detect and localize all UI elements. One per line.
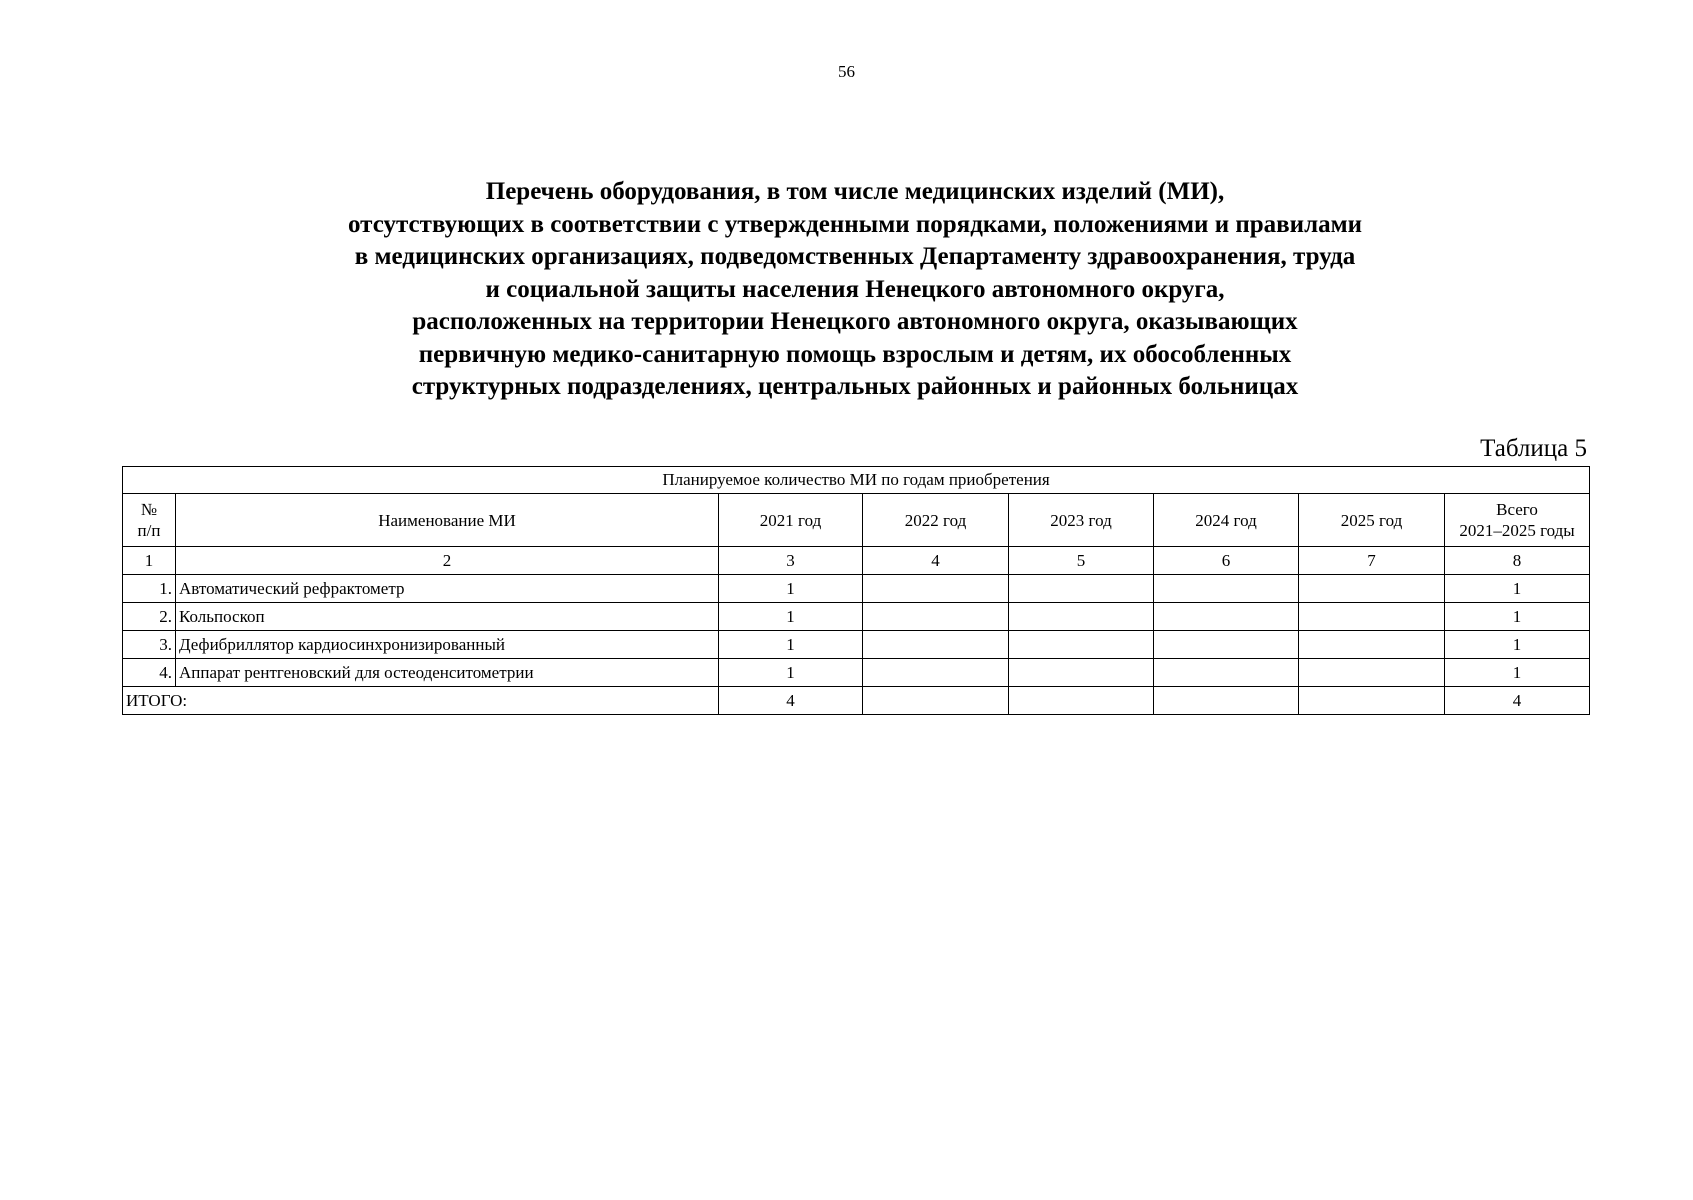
- header-2021-cell: 2021 год: [719, 494, 863, 547]
- column-index-cell: 2: [176, 547, 719, 575]
- title-line: структурных подразделениях, центральных районных и районных больницах: [411, 373, 1299, 400]
- header-2023-cell: 2023 год: [1009, 494, 1154, 547]
- row-2022-cell: [863, 631, 1009, 659]
- row-2024-cell: [1154, 603, 1299, 631]
- total-2022-cell: [863, 687, 1009, 715]
- row-total-cell: 1: [1445, 603, 1590, 631]
- table-label: Таблица 5: [1480, 435, 1587, 462]
- row-2024-cell: [1154, 631, 1299, 659]
- row-num-cell: 1.: [123, 575, 176, 603]
- page-number: 56: [838, 62, 855, 81]
- column-index-cell: 1: [123, 547, 176, 575]
- column-index-cell: 3: [719, 547, 863, 575]
- title-line: отсутствующих в соответствии с утвержденными порядками, положениями и правилами: [347, 210, 1363, 238]
- column-index-cell: 4: [863, 547, 1009, 575]
- row-2023-cell: [1009, 631, 1154, 659]
- row-2023-cell: [1009, 575, 1154, 603]
- row-2025-cell: [1299, 631, 1445, 659]
- row-2021-cell: 1: [719, 575, 863, 603]
- column-index-cell: 5: [1009, 547, 1154, 575]
- row-2021-cell: 1: [719, 631, 863, 659]
- row-name-cell: Автоматический рефрактометр: [176, 575, 719, 603]
- header-total-sublabel: 2021–2025 годы: [1459, 521, 1575, 540]
- total-2023-cell: [1009, 687, 1154, 715]
- row-2023-cell: [1009, 659, 1154, 687]
- equipment-table: [122, 466, 1590, 715]
- row-2022-cell: [863, 575, 1009, 603]
- title-line: расположенных на территории Ненецкого автономного округа, оказывающих: [412, 308, 1298, 335]
- table-header-row: [123, 494, 1590, 547]
- column-index-row: [123, 547, 1590, 575]
- total-sum-cell: 4: [1445, 687, 1590, 715]
- total-2025-cell: [1299, 687, 1445, 715]
- title-line: первичную медико-санитарную помощь взрослым и детям, их обособленных: [418, 340, 1292, 368]
- row-2024-cell: [1154, 659, 1299, 687]
- header-name-cell: Наименование МИ: [176, 494, 719, 547]
- table-group-header-row: [123, 467, 1590, 494]
- group-header-cell: Планируемое количество МИ по годам приобретения: [123, 467, 1590, 494]
- document-title: [240, 176, 1470, 404]
- header-2024-cell: 2024 год: [1154, 494, 1299, 547]
- table-row: [123, 631, 1590, 659]
- header-total-cell: [1445, 494, 1590, 547]
- title-line: Перечень оборудования, в том числе медицинских изделий (МИ),: [485, 178, 1225, 205]
- row-num-cell: 4.: [123, 659, 176, 687]
- total-2024-cell: [1154, 687, 1299, 715]
- row-num-cell: 3.: [123, 631, 176, 659]
- total-label-cell: ИТОГО:: [123, 687, 719, 715]
- row-total-cell: 1: [1445, 575, 1590, 603]
- table-row: [123, 603, 1590, 631]
- title-line: в медицинских организациях, подведомственных Департаменту здравоохранения, труда: [354, 243, 1356, 270]
- row-name-cell: Дефибриллятор кардиосинхронизированный: [176, 631, 719, 659]
- title-line: и социальной защиты населения Ненецкого автономного округа,: [485, 275, 1225, 303]
- row-2025-cell: [1299, 659, 1445, 687]
- table-row: [123, 575, 1590, 603]
- total-row: [123, 687, 1590, 715]
- header-num-sublabel: п/п: [137, 521, 161, 540]
- row-2023-cell: [1009, 603, 1154, 631]
- row-total-cell: 1: [1445, 659, 1590, 687]
- column-index-cell: 8: [1445, 547, 1590, 575]
- row-name-cell: Кольпоскоп: [176, 603, 719, 631]
- row-num-cell: 2.: [123, 603, 176, 631]
- header-num-cell: [123, 494, 176, 547]
- row-total-cell: 1: [1445, 631, 1590, 659]
- header-total-label: Всего: [1496, 500, 1538, 519]
- column-index-cell: 6: [1154, 547, 1299, 575]
- column-index-cell: 7: [1299, 547, 1445, 575]
- row-2025-cell: [1299, 575, 1445, 603]
- row-2021-cell: 1: [719, 603, 863, 631]
- row-2022-cell: [863, 659, 1009, 687]
- row-2022-cell: [863, 603, 1009, 631]
- table-row: [123, 659, 1590, 687]
- row-2025-cell: [1299, 603, 1445, 631]
- row-2024-cell: [1154, 575, 1299, 603]
- row-2021-cell: 1: [719, 659, 863, 687]
- row-name-cell: Аппарат рентгеновский для остеоденситометрии: [176, 659, 719, 687]
- header-2025-cell: 2025 год: [1299, 494, 1445, 547]
- header-2022-cell: 2022 год: [863, 494, 1009, 547]
- total-2021-cell: 4: [719, 687, 863, 715]
- header-num-label: №: [140, 500, 158, 519]
